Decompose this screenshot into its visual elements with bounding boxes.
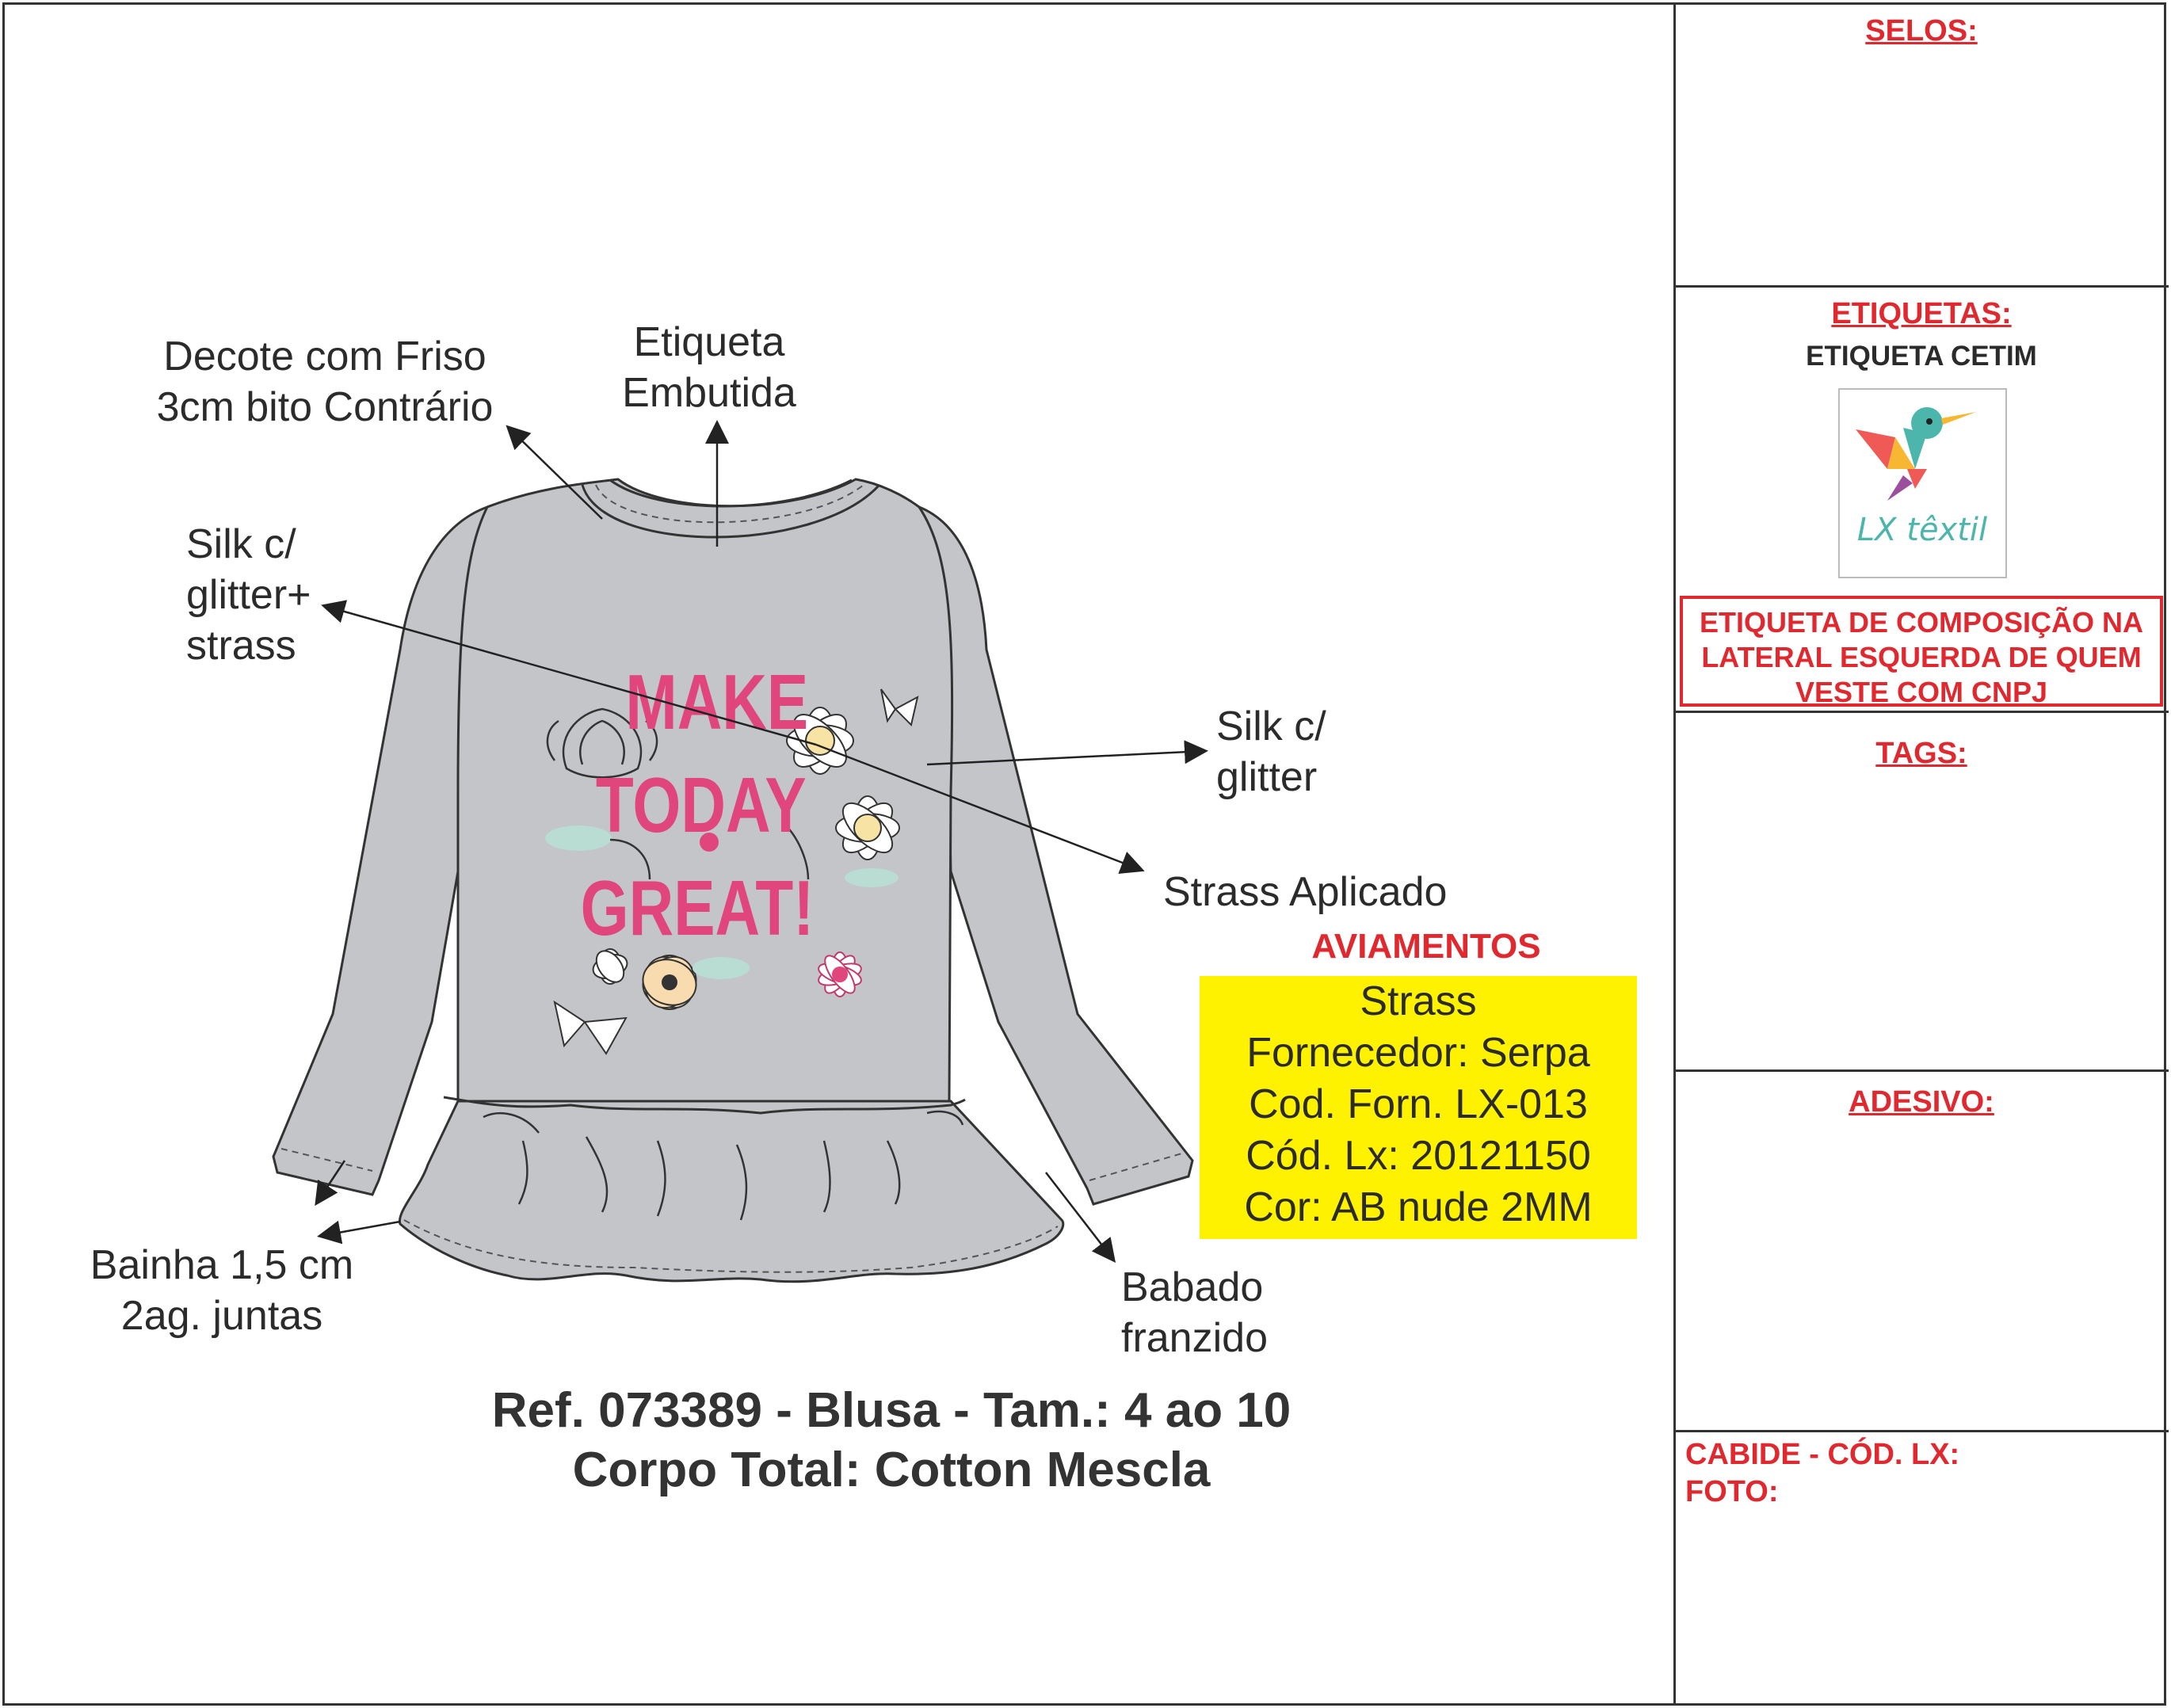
- callout-etiqueta-line2: Embutida: [622, 370, 796, 416]
- aviamentos-box: [1200, 976, 1637, 1239]
- sidebar-divider: [1673, 2, 1676, 1706]
- reference-line-2: Corpo Total: Cotton Mescla: [572, 1443, 1211, 1497]
- callout-etiqueta-line1: Etiqueta: [633, 319, 785, 365]
- sidebar-divider-tags: [1673, 1069, 2169, 1072]
- callout-bainha: [63, 1240, 380, 1341]
- aviamentos-line: Cód. Lx: 20121150: [1246, 1133, 1591, 1179]
- composicao-line: VESTE COM CNPJ: [1795, 676, 2048, 708]
- aviamentos-line: Fornecedor: Serpa: [1246, 1030, 1590, 1076]
- callout-bainha-line1: Bainha 1,5 cm: [90, 1242, 354, 1288]
- selos-heading: SELOS:: [1865, 14, 1978, 48]
- composicao-line: ETIQUETA DE COMPOSIÇÃO NA: [1699, 606, 2144, 639]
- callout-silk-glitter: [1216, 701, 1326, 803]
- arrow-bainha-hem: [321, 1222, 400, 1236]
- hummingbird-icon: [1840, 390, 2005, 577]
- callout-decote-line2: 3cm bito Contrário: [156, 384, 494, 430]
- etiqueta-tipo: ETIQUETA CETIM: [1806, 341, 2037, 372]
- callout-decote-line1: Decote com Friso: [163, 334, 486, 379]
- aviamentos-title: AVIAMENTOS: [1311, 927, 1541, 966]
- composicao-notice: [1680, 596, 2163, 707]
- reference-line-1: Ref. 073389 - Blusa - Tam.: 4 ao 10: [491, 1383, 1292, 1438]
- aviamentos-line: Strass: [1360, 978, 1477, 1024]
- aviamentos-line: Cor: AB nude 2MM: [1244, 1184, 1593, 1230]
- sidebar-divider-adesivo: [1673, 1430, 2169, 1432]
- print-line-3: GREAT!: [580, 864, 815, 951]
- callout-silk2-line2: glitter: [1216, 754, 1318, 800]
- sidebar-divider-selos: [1673, 285, 2169, 288]
- callout-babado: [1121, 1262, 1268, 1363]
- callout-strass-aplicado: Strass Aplicado: [1163, 869, 1448, 915]
- callout-silk2-line1: Silk c/: [1216, 703, 1326, 749]
- callout-bainha-line2: 2ag. juntas: [120, 1293, 323, 1339]
- callout-babado-line2: franzido: [1121, 1315, 1268, 1361]
- cabide-heading: CABIDE - CÓD. LX:: [1685, 1438, 1960, 1471]
- lx-textil-logo: [1838, 388, 2007, 578]
- callout-etiqueta-embutida: [582, 317, 836, 418]
- callout-babado-line1: Babado: [1121, 1264, 1264, 1310]
- callout-silk-glitter-strass: [186, 519, 311, 671]
- aviamentos-line: Cod. Forn. LX-013: [1249, 1081, 1588, 1127]
- tags-heading: TAGS:: [1875, 737, 1967, 770]
- callout-silk1-line2: glitter+: [186, 572, 311, 618]
- foto-heading: FOTO:: [1685, 1475, 1779, 1508]
- callout-silk1-line3: strass: [186, 623, 296, 669]
- logo-text: LX têxtil: [1856, 512, 1988, 548]
- composicao-line: LATERAL ESQUERDA DE QUEM: [1701, 641, 2142, 673]
- sidebar-divider-etiquetas: [1673, 711, 2169, 713]
- callout-silk1-line1: Silk c/: [186, 521, 296, 567]
- adesivo-heading: ADESIVO:: [1849, 1085, 1994, 1119]
- callout-decote: [111, 331, 539, 433]
- right-sleeve: [919, 507, 1192, 1204]
- etiquetas-heading: ETIQUETAS:: [1831, 297, 2012, 330]
- print-line-1: MAKE: [625, 658, 809, 745]
- print-line-2: TODAY: [595, 761, 807, 848]
